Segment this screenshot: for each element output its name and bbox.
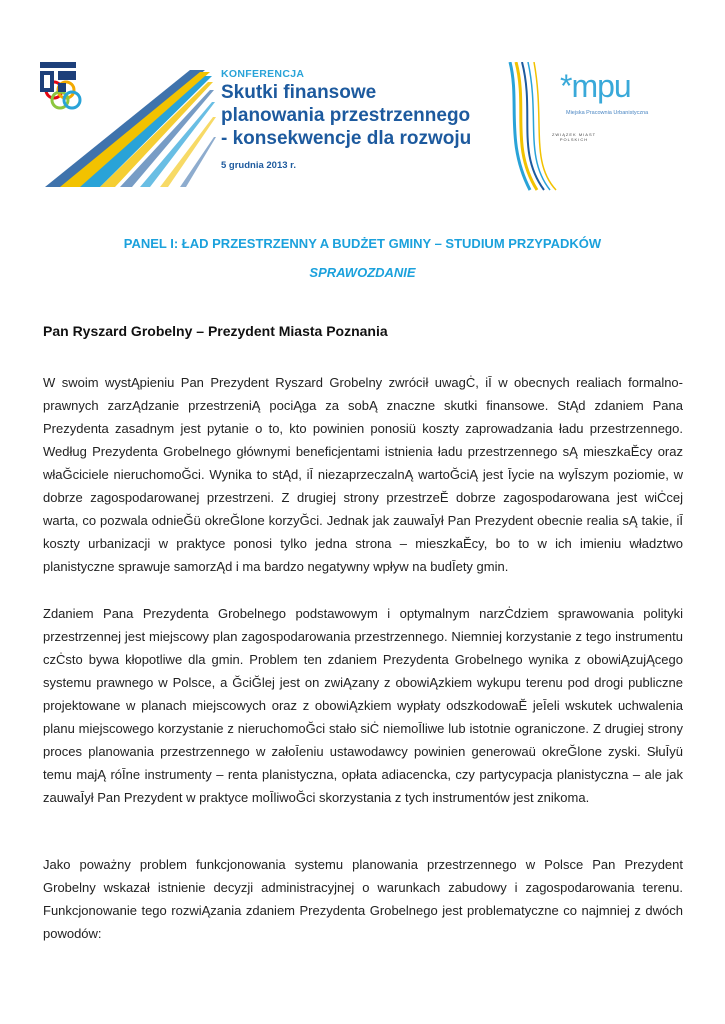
conference-date: 5 grudnia 2013 r.: [221, 160, 296, 171]
conference-title: [221, 81, 471, 150]
paragraph: Jako poważny problem funkcjonowania systemu planowania przestrzennego w Polsce Pan Prezydent Grobelny wskazał istnienie decyzji administracyjnej o warunkach zabudowy i zagospodarowania terenu. Funkcjonowanie tego rozwiĄzania zdaniem Prezydenta Grobelnego jest problematyczne co najmniej z dwóch powodów:: [43, 857, 683, 941]
paragraph: Zdaniem Pana Prezydenta Grobelnego podstawowym i optymalnym narzĊdziem sprawowania polityki przestrzennej jest miejscowy plan zagospodarowania przestrzennego. Niemniej korzystanie z tego instrumentu czĊsto bywa kłopotliwe dla gmin. Problem ten zdaniem Prezydenta Grobelnego wynika z obowiĄzujĄcego systemu prawnego w Polsce, a ĞciĞlej jest on zwiĄzany z obowiĄzkiem wykupu terenu pod drogi publiczne projektowane w planach miejscowych oraz z obowiĄzkiem wypłaty odszkodowaĔ jeĪeli wskutek uchwalenia planu miejscowego korzystanie z nieruchomoĞci stało siĊ niemoĪliwe lub istotnie ograniczone. Z drugiej strony proces planowania przestrzennego w załoĪeniu ustawodawcy powinien generowaü okreĞlone zyski. SłuĪyü temu majĄ róĪne instrumenty – renta planistyczna, opłata adiacencka, czy partycypacja planistyczna – ale jak zauwaĪył Pan Prezydent w praktyce moĪliwoĞci skorzystania z tych instrumentów jest znikoma.: [43, 606, 683, 805]
conference-label: KONFERENCJA: [221, 68, 305, 80]
paragraph: W swoim wystĄpieniu Pan Prezydent Ryszard Grobelny zwrócił uwagĊ, iĪ w obecnych realiach formalno-prawnych zarzĄdzanie przestrzeniĄ pociĄga za sobĄ znaczne skutki finansowe. StĄd zdaniem Pana Prezydenta zasadnym jest pytanie o to, kto powinien ponosiü koszty zaprowadzania ładu przestrzennego. Według Prezydenta Grobelnego głównymi beneficjentami istnienia ładu przestrzennego sĄ mieszkaĔcy oraz właĞciciele nieruchomoĞci. Wynika to stĄd, iĪ niezaprzeczalnĄ wartoĞciĄ jest Īycie na wyĪszym poziomie, w dobrze zagospodarowanej przestrzeni. Z drugiej strony przestrzeĔ dobrze zagospodarowana jest wiĊcej warta, co pozwala odnieĞü okreĞlone korzyĞci. Jednak jak zauwaĪył Pan Prezydent obecnie realia sĄ takie, iĪ koszty urbanizacji w praktyce ponosi tylko jedna strona – mieszkaĔcy, bo to w ich imieniu władztwo planistyczne sprawuje samorzĄd i ma bardzo negatywny wpływ na budĪety gmin.: [43, 375, 683, 574]
conference-banner: [40, 62, 660, 192]
university-logo-icon: [40, 62, 76, 92]
speaker-heading: Pan Ryszard Grobelny – Prezydent Miasta Poznania: [43, 323, 388, 339]
conference-title-line: planowania przestrzennego: [221, 105, 471, 126]
mpu-subtitle: Miejska Pracownia Urbanistyczna: [566, 110, 649, 116]
mpu-logo: *mpu: [560, 68, 631, 104]
report-title: SPRAWOZDANIE: [309, 265, 416, 280]
conference-title-line: Skutki finansowe: [221, 82, 377, 103]
panel-title: PANEL I: ŁAD PRZESTRZENNY A BUDŻET GMINY – STUDIUM PRZYPADKÓW: [123, 236, 602, 251]
conference-title-line: - konsekwencje dla rozwoju: [221, 128, 472, 149]
zms-logo-text: ZWIĄZEK MIAST POLSKICH: [551, 132, 597, 142]
